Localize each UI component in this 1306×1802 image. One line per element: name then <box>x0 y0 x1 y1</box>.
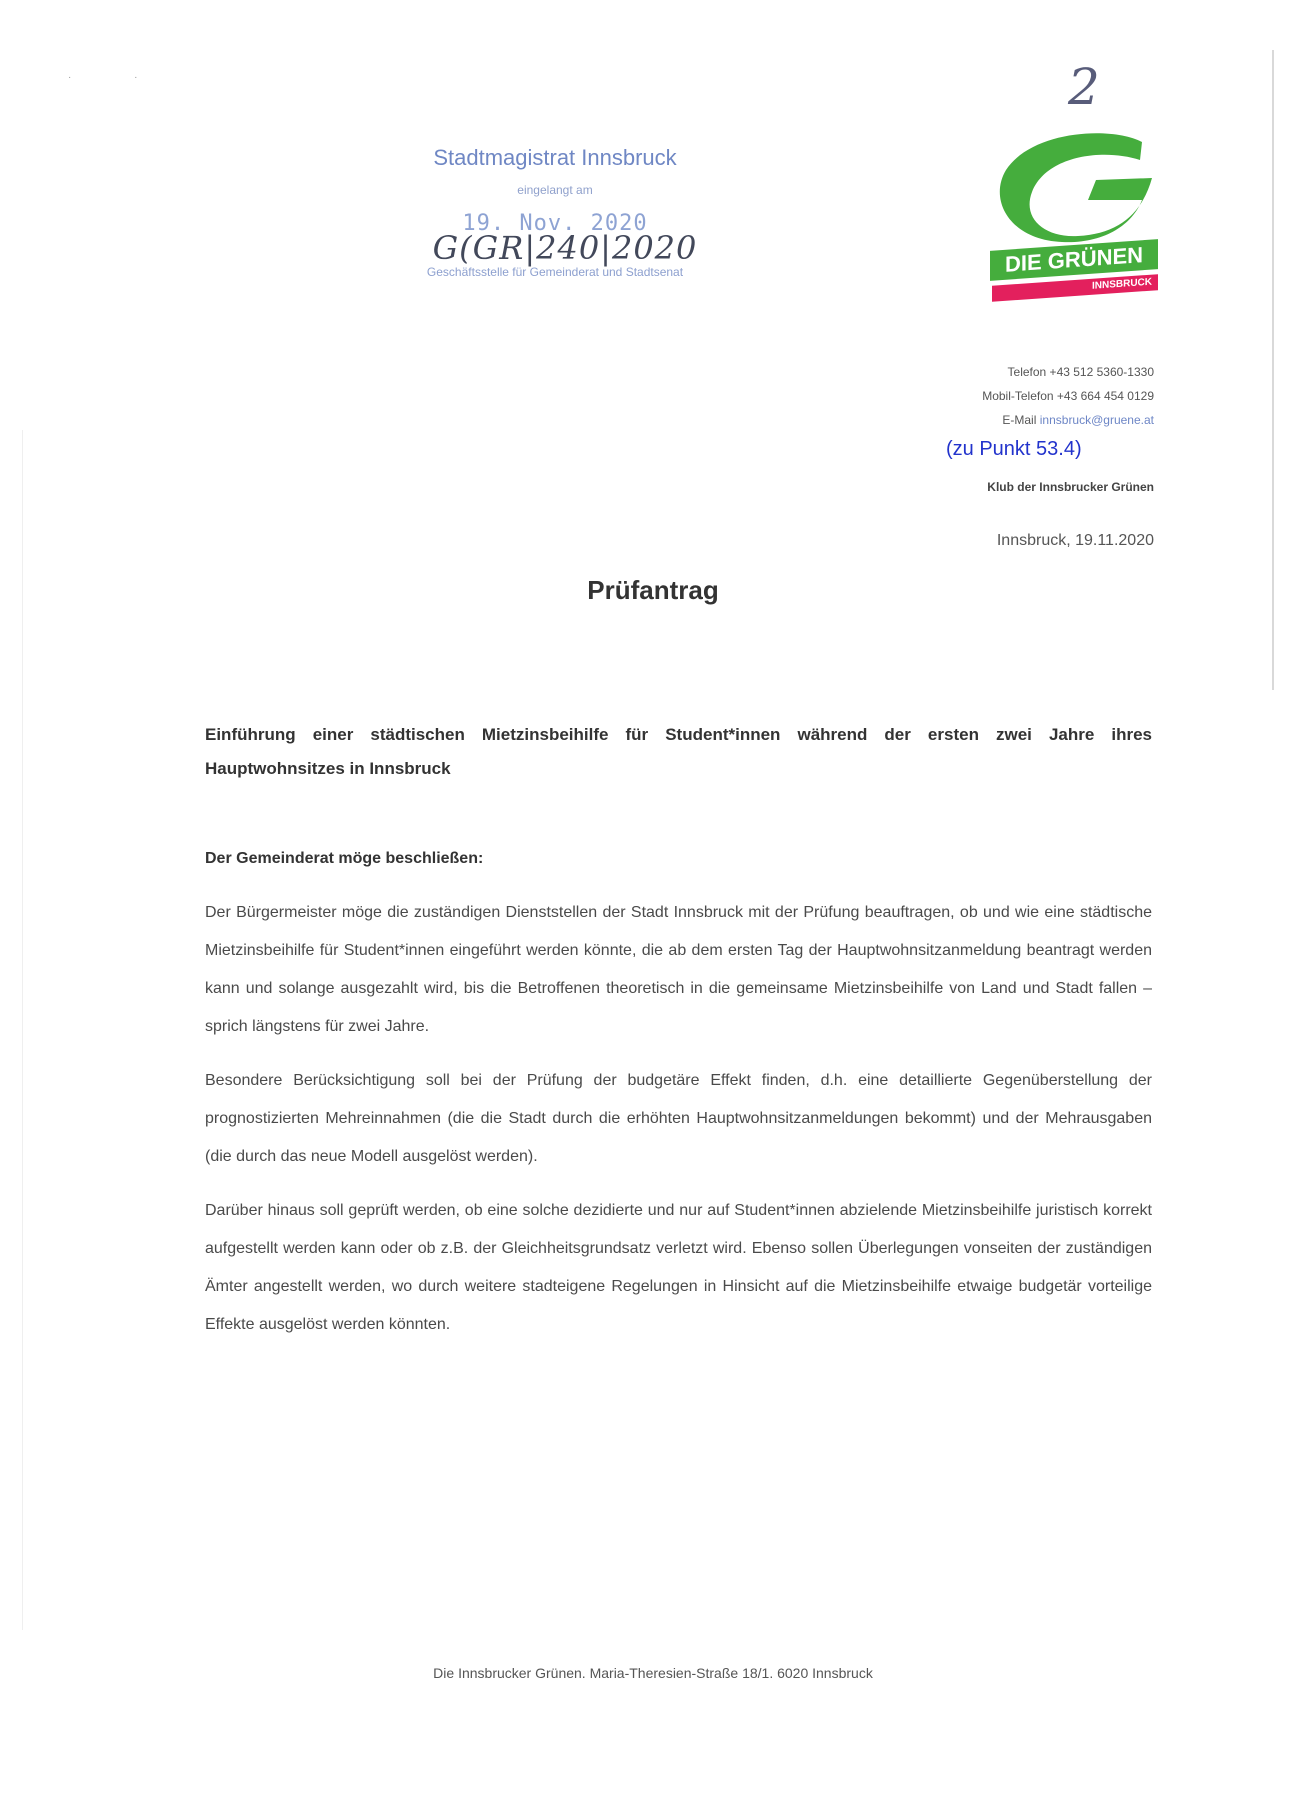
club-name: Klub der Innsbrucker Grünen <box>987 480 1154 494</box>
mobile-line: Mobil-Telefon +43 664 454 0129 <box>982 389 1154 403</box>
document-body <box>205 840 1152 1360</box>
handwritten-page-number: 2 <box>1068 58 1100 116</box>
scan-left-edge <box>22 430 23 1630</box>
stamp-date: 19. Nov. 2020 <box>462 211 648 236</box>
contact-block <box>982 360 1154 432</box>
email-line <box>982 408 1154 432</box>
resolution-heading: Der Gemeinderat möge beschließen: <box>205 850 484 867</box>
handwritten-reference: G(GR|240|2020 <box>432 229 698 267</box>
stamp-office: Geschäftsstelle für Gemeinderat und Stadtsenat <box>426 265 684 279</box>
paragraph-3: Darüber hinaus soll geprüft werden, ob eine solche dezidierte und nur auf Student*innen abzielende Mietzinsbeihilfe juristisch korrekt aufgestellt werden kann oder ob z.B. der Gleichheitsgrundsatz verletzt wird. Ebenso sollen Überlegungen vonseiten der zuständigen Ämter angestellt werden, wo durch weitere stadteigene Regelungen in Hinsicht auf die Mietzinsbeihilfe etwaige budgetär vorteilige Effekte ausgelöst werden könnten. <box>205 1202 1152 1333</box>
phone-line: Telefon +43 512 5360-1330 <box>1007 365 1154 379</box>
receipt-stamp <box>405 145 725 295</box>
stamp-subtitle: eingelangt am <box>517 183 593 197</box>
stamp-title: Stadtmagistrat Innsbruck <box>433 145 677 170</box>
die-gruenen-logo <box>990 130 1160 300</box>
footer-address: Die Innsbrucker Grünen. Maria-Theresien-Straße 18/1. 6020 Innsbruck <box>433 1665 873 1681</box>
subject-line: Einführung einer städtischen Mietzinsbeihilfe für Student*innen während der ersten zwei Jahre ihres Hauptwohnsitzes in Innsbruck <box>205 725 1152 778</box>
agenda-reference: (zu Punkt 53.4) <box>946 438 1082 460</box>
email-link[interactable]: innsbruck@gruene.at <box>1039 413 1154 427</box>
logo-wordmark: DIE GRÜNEN <box>990 239 1158 281</box>
scan-specks: · · <box>68 72 168 83</box>
email-label: E-Mail <box>1002 413 1037 427</box>
paragraph-1: Der Bürgermeister möge die zuständigen Dienststellen der Stadt Innsbruck mit der Prüfung beauftragen, ob und wie eine städtische Mietzinsbeihilfe für Student*innen eingeführt werden könnte, die ab dem ersten Tag der Hauptwohnsitzanmeldung beantragt werden kann und solange ausgezahlt wird, bis die Betroffenen theoretisch in die gemeinsame Mietzinsbeihilfe von Land und Stadt fallen – sprich längstens für zwei Jahre. <box>205 904 1152 1035</box>
logo-city: INNSBRUCK <box>992 274 1158 302</box>
paragraph-2: Besondere Berücksichtigung soll bei der Prüfung der budgetäre Effekt finden, d.h. eine detaillierte Gegenüberstellung der prognostizierten Mehreinnahmen (die die Stadt durch die erhöhten Hauptwohnsitzanmeldungen bekommt) und der Mehrausgaben (die durch das neue Modell ausgelöst werden). <box>205 1072 1152 1165</box>
document-title: Prüfantrag <box>587 575 719 605</box>
g-logo-icon <box>992 130 1158 250</box>
place-date: Innsbruck, 19.11.2020 <box>996 532 1154 549</box>
